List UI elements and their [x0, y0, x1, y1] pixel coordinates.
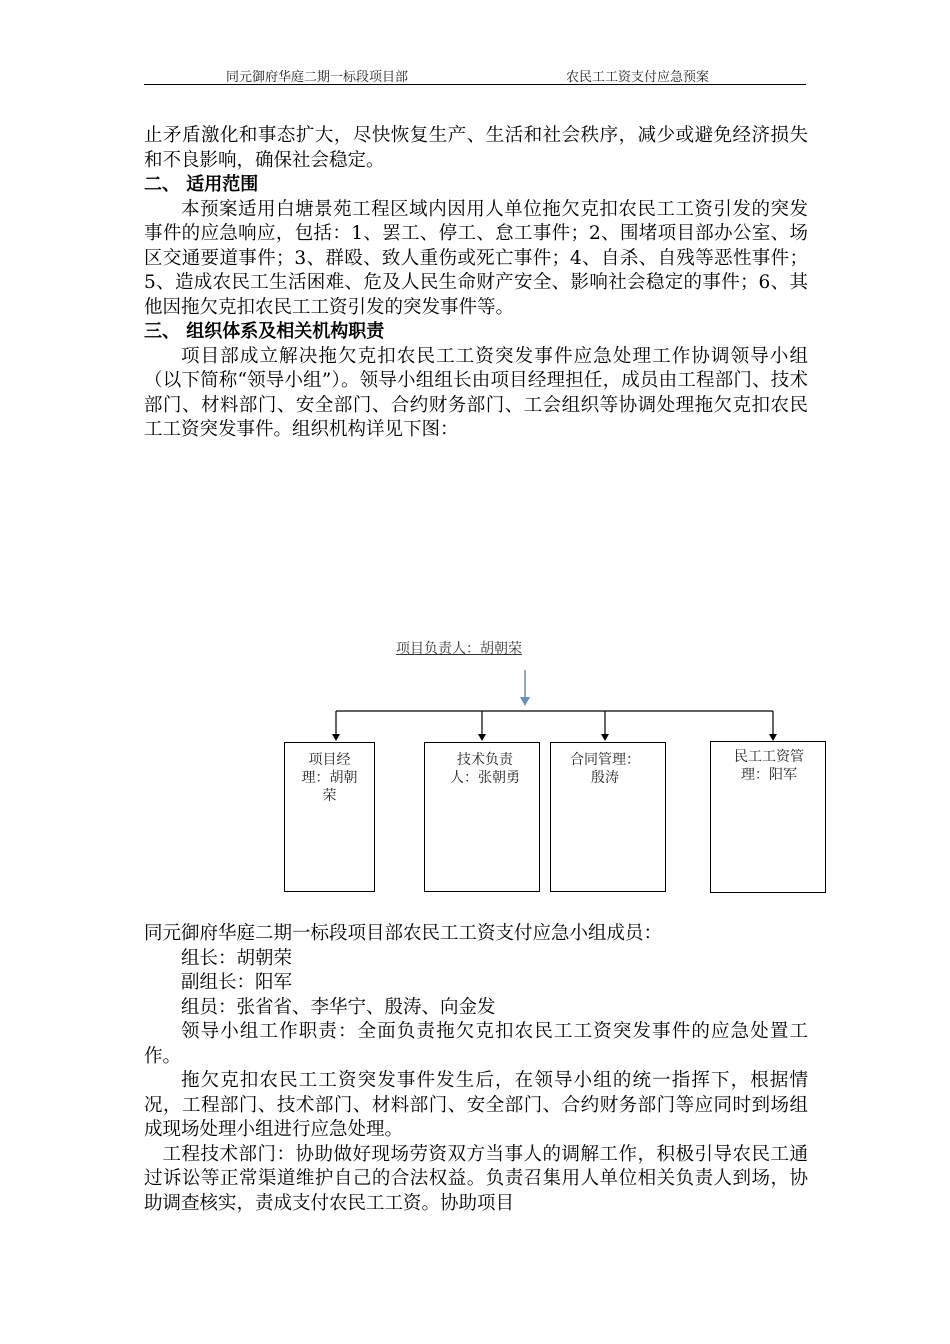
paragraph-scope: 本预案适用白塘景苑工程区域内因用人单位拖欠克扣农民工工资引发的突发事件的应急响应，包括：1、罢工、停工、怠工事件；2、围堵项目部办公室、场区交通要道事件；3、群殴、致人重伤或死亡事件；4、自杀、自残等恶性事件；5、造成农民工生活困难、危及人民生命财产安全、影响社会稳定的事件；6、其他因拖欠克扣农民工工资引发的突发事件等。 [144, 198, 808, 318]
org-box-technical-lead [424, 742, 540, 892]
group-leader: 组长：胡朝荣 [181, 947, 293, 969]
arrow-head-4 [769, 734, 777, 741]
arrow-head-2 [478, 734, 486, 741]
org-box-label: 民工工资管理：阳军 [734, 749, 804, 783]
members-title: 同元御府华庭二期一标段项目部农民工工资支付应急小组成员： [144, 923, 663, 944]
org-box-wage-management [710, 741, 826, 893]
org-chart-top-node: 项目负责人：胡朝荣 [396, 641, 522, 657]
arrow-head-3 [601, 734, 609, 741]
paragraph-continuation: 止矛盾激化和事态扩大，尽快恢复生产、生活和社会秩序，减少或避免经济损失和不良影响，确保社会稳定。 [144, 125, 808, 171]
org-box-contract-management [550, 742, 666, 892]
group-members: 组员：张省省、李华宁、殷涛、向金发 [181, 996, 496, 1018]
group-duty: 领导小组工作职责：全面负责拖欠克扣农民工工资突发事件的应急处置工作。 [144, 1021, 808, 1067]
paragraph-organization: 项目部成立解决拖欠克扣农民工工资突发事件应急处理工作协调领导小组（以下简称“领导小组”）。领导小组组长由项目经理担任，成员由工程部门、技术部门、材料部门、安全部门、合约财务部门、工会组织等协调处理拖欠克扣农民工工资突发事件。组织机构详见下图： [144, 345, 808, 440]
org-box-label: 项目经理：胡朝荣 [301, 752, 358, 804]
bottom-text-block [144, 922, 808, 1216]
paragraph-engineering-dept: 工程技术部门：协助做好现场劳资双方当事人的调解工作，积极引导农民工通过诉讼等正常渠道维护自己的合法权益。负责召集用人单位相关负责人到场，协助调查核实，责成支付农民工工资。协助项目 [144, 1143, 808, 1214]
section-heading-scope: 二、 适用范围 [144, 174, 259, 195]
paragraph-response: 拖欠克扣农民工工资突发事件发生后，在领导小组的统一指挥下，根据情况，工程部门、技术部门、材料部门、安全部门、合约财务部门等应同时到场组成现场处理小组进行应急处理。 [144, 1070, 808, 1140]
arrow-head-1 [332, 734, 340, 741]
header-project-name: 同元御府华庭二期一标段项目部 [226, 70, 409, 85]
vice-leader: 副组长：阳军 [181, 972, 293, 993]
org-box-project-manager [284, 742, 375, 892]
header-document-title: 农民工工资支付应急预案 [566, 70, 710, 85]
arrow-head-icon [520, 697, 530, 706]
org-box-label: 合同管理：殷涛 [570, 752, 640, 786]
org-box-label: 技术负责人：张朝勇 [450, 752, 520, 786]
section-heading-organization: 三、 组织体系及相关机构职责 [144, 321, 385, 342]
